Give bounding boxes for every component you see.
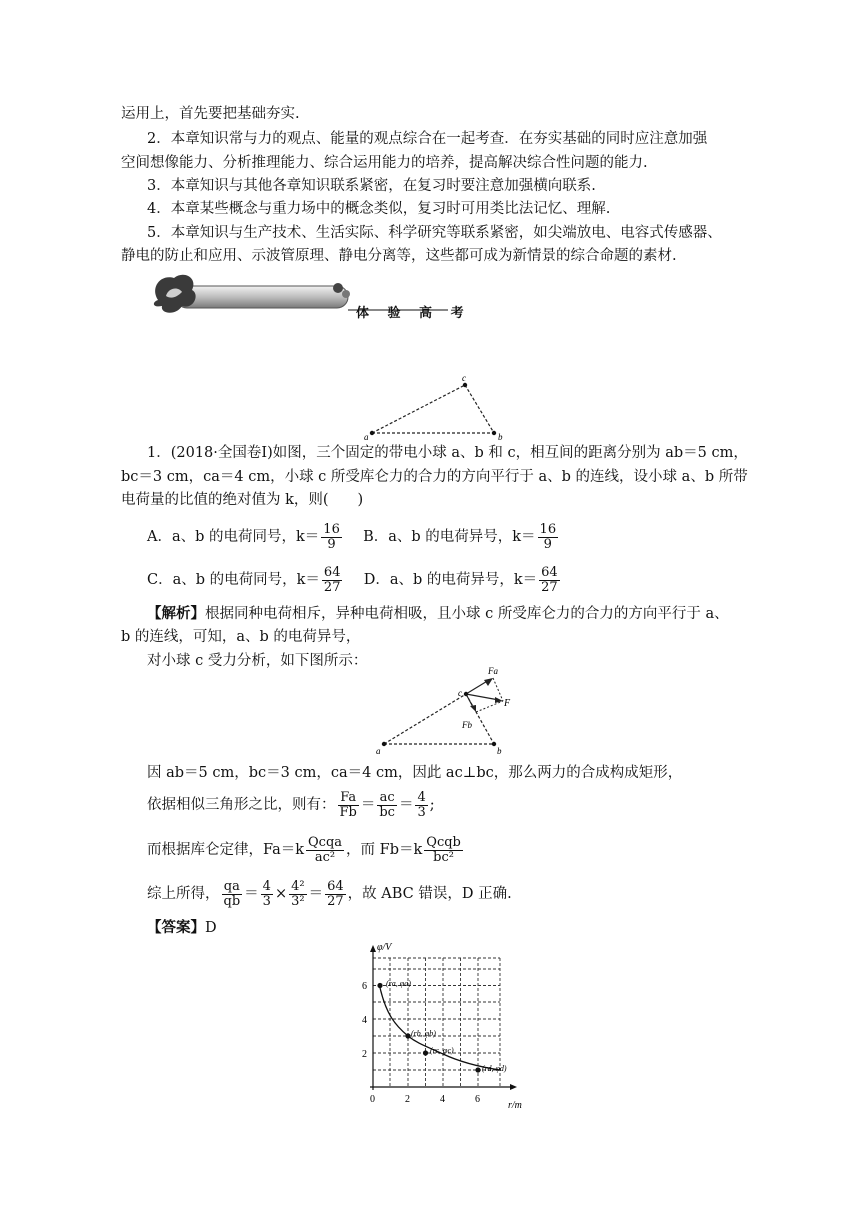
- fig2-label-F: F: [504, 698, 511, 709]
- graph-point-b-label: (rb, φb): [411, 1029, 436, 1038]
- analysis-line-6: 而根据库仑定律，Fa＝k $\frac{\text{Qcqa}}{\text{ac²}}$ ，而 Fb＝k $\frac{\text{Qcqb}}{\text{bc²}}$: [147, 834, 461, 865]
- analysis-tag: 【解析】: [147, 605, 205, 622]
- fig1-label-b: b: [498, 432, 503, 442]
- intro-line-7: 静电的防止和应用、示波管原理、静电分离等，这些都可成为新情景的综合命题的素材.: [121, 248, 677, 264]
- option-d-fraction: $\frac{64}{27}$: [541, 564, 558, 595]
- fig2-label-Fb: Fb: [462, 720, 472, 730]
- answer-line: [147, 918, 217, 938]
- analysis-line-1: 【解析】根据同种电荷相斥，异种电荷相吸，且小球 c 所受库仑力的合力的方向平行于 a、: [147, 605, 729, 622]
- analysis-line-7: 综上所得， $\frac{qa}{qb}$ ＝ $\frac{4}{3}$ × $\frac{\text{4²}}{\text{3²}}$ ＝ $\frac{64}{27}$ ，故 ABC 错误，D 正确.: [147, 878, 512, 909]
- question-line-3: 电荷量的比值的绝对值为 k，则( ): [121, 492, 364, 508]
- graph-x-tick-4: 4: [440, 1094, 445, 1105]
- graph-y-tick-4: 4: [362, 1015, 367, 1026]
- analysis-line-4: 因 ab＝5 cm，bc＝3 cm，ca＝4 cm，因此 ac⊥bc，那么两力的合成构成矩形，: [147, 765, 683, 781]
- graph-x-axis-label: r/m: [508, 1100, 522, 1111]
- answer-value: D: [205, 920, 217, 936]
- graph-x-tick-0: 0: [370, 1094, 375, 1105]
- fig2-label-c: c: [458, 688, 462, 698]
- option-c: C．a、b 的电荷同号，k＝: [147, 572, 320, 588]
- graph-y-tick-2: 2: [362, 1049, 367, 1060]
- analysis-line-3: 对小球 c 受力分析，如下图所示：: [147, 653, 368, 669]
- intro-line-2: 2．本章知识常与力的观点、能量的观点综合在一起考查．在夯实基础的同时应注意加强: [147, 131, 708, 147]
- intro-line-4: 3．本章知识与其他各章知识联系紧密，在复习时要注意加强横向联系.: [147, 178, 596, 194]
- graph-x-tick-6: 6: [475, 1094, 480, 1105]
- analysis-line-5: 依据相似三角形之比，则有： $\frac{Fa}{Fb}$ ＝ $\frac{ac}{bc}$ ＝ $\frac{4}{3}$ ;: [147, 789, 435, 820]
- option-a-fraction: $\frac{16}{9}$: [323, 521, 340, 552]
- graph-point-d-label: (rd, φd): [482, 1064, 507, 1073]
- force-diagram: [376, 662, 526, 760]
- potential-graph: [350, 940, 540, 1115]
- question-line-1: 1．(2018·全国卷Ⅰ)如图，三个固定的带电小球 a、b 和 c，相互间的距离分别为 ab＝5 cm，: [147, 445, 748, 461]
- intro-line-5: 4．本章某些概念与重力场中的概念类似，复习时可用类比法记忆、理解.: [147, 201, 611, 217]
- fig1-label-c: c: [462, 373, 466, 383]
- graph-point-a-label: (ra, φa): [386, 979, 411, 988]
- intro-line-1: 运用上，首先要把基础夯实.: [121, 106, 300, 122]
- option-d: D．a、b 的电荷异号，k＝: [363, 572, 538, 588]
- options-row-2: [147, 563, 562, 597]
- option-c-fraction: $\frac{64}{27}$: [323, 564, 341, 595]
- analysis-line-2: b 的连线，可知，a、b 的电荷异号，: [121, 629, 361, 645]
- graph-x-tick-2: 2: [405, 1094, 410, 1105]
- option-b: B．a、b 的电荷异号，k＝: [363, 529, 536, 545]
- option-b-fraction: $\frac{16}{9}$: [539, 521, 557, 552]
- fig1-label-a: a: [364, 432, 369, 442]
- section-title: 体 验 高 考: [356, 306, 471, 321]
- answer-tag: 【答案】: [147, 919, 205, 936]
- option-a: A．a、b 的电荷同号，k＝: [147, 529, 320, 545]
- fig2-label-Fa: Fa: [488, 666, 498, 676]
- graph-point-c-label: (rc, φc): [430, 1046, 454, 1055]
- question-line-2: bc＝3 cm，ca＝4 cm，小球 c 所受库仑力的合力的方向平行于 a、b 的连线，设小球 a、b 所带: [121, 469, 748, 485]
- intro-line-6: 5．本章知识与生产技术、生活实际、科学研究等联系紧密，如尖端放电、电容式传感器、: [147, 225, 722, 241]
- intro-line-3: 空间想像能力、分析推理能力、综合运用能力的培养，提高解决综合性问题的能力.: [121, 155, 648, 171]
- fig2-label-b: b: [497, 746, 502, 756]
- options-row-1: [147, 520, 560, 554]
- triangle-figure: [360, 372, 520, 442]
- graph-y-tick-6: 6: [362, 981, 367, 992]
- graph-y-axis-label: φ/V: [377, 942, 392, 953]
- fig2-label-a: a: [376, 746, 381, 756]
